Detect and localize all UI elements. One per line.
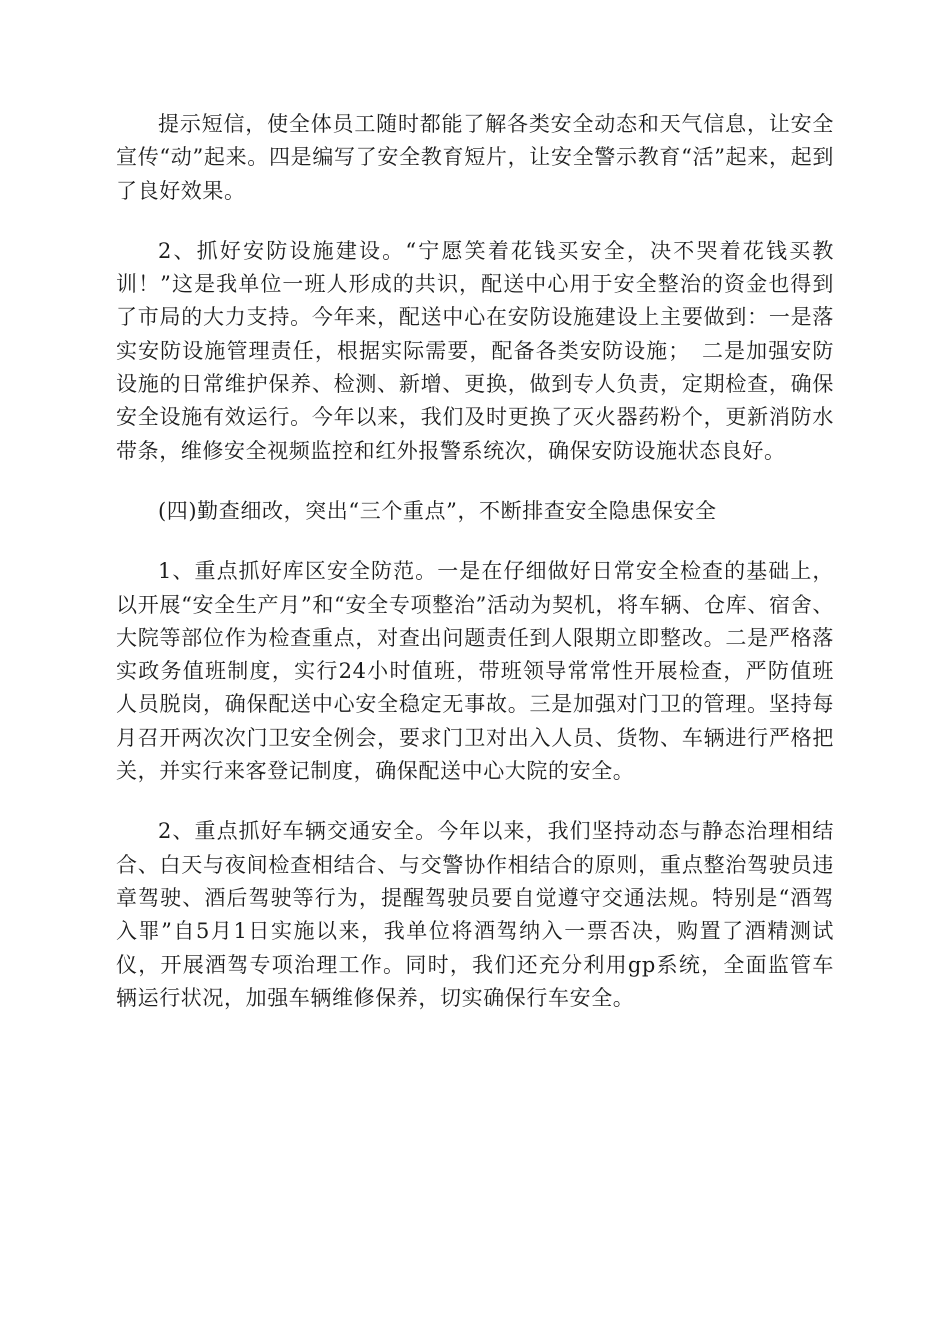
- paragraph-vehicle-safety: 2、重点抓好车辆交通安全。今年以来，我们坚持动态与静态治理相结合、白天与夜间检查相结合、与交警协作相结合的原则，重点整治驾驶员违章驾驶、酒后驾驶等行为，提醒驾驶员要自觉遵守交通法规。特别是“酒驾入罪”自5月1日实施以来，我单位将酒驾纳入一票否决，购置了酒精测试仪，开展酒驾专项治理工作。同时，我们还充分利用gp系统，全面监管车辆运行状况，加强车辆维修保养，切实确保行车安全。: [116, 819, 834, 1010]
- document-page: [116, 108, 834, 1015]
- paragraph-gap: [116, 528, 834, 555]
- paragraph-gap: [116, 208, 834, 235]
- paragraph-security-facilities: 2、抓好安防设施建设。“宁愿笑着花钱买安全，决不哭着花钱买教训！”这是我单位一班人形成的共识，配送中心用于安全整治的资金也得到了市局的大力支持。今年来，配送中心在安防设施建设上主要做到：一是落实安防设施管理责任，根据实际需要，配备各类安防设施； 二是加强安防设施的日常维护保养、检测、新增、更换，做到专人负责，定期检查，确保安全设施有效运行。今年以来，我们及时更换了灭火器药粉个，更新消防水带条，维修安全视频监控和红外报警系统次，确保安防设施状态良好。: [116, 238, 834, 463]
- paragraph-warehouse-security: 1、重点抓好库区安全防范。一是在仔细做好日常安全检查的基础上，以开展“安全生产月”和“安全专项整治”活动为契机，将车辆、仓库、宿舍、大院等部位作为检查重点，对查出问题责任到人限期立即整改。二是严格落实政务值班制度，实行24小时值班，带班领导常常性开展检查，严防值班人员脱岗，确保配送中心安全稳定无事故。三是加强对门卫的管理。坚持每月召开两次次门卫安全例会，要求门卫对出入人员、货物、车辆进行严格把关，并实行来客登记制度，确保配送中心大院的安全。: [116, 559, 834, 784]
- paragraph-gap: [116, 788, 834, 815]
- section-heading-four: (四)勤查细改，突出“三个重点”，不断排查安全隐患保安全: [158, 498, 717, 523]
- paragraph-security-publicity: 提示短信，使全体员工随时都能了解各类安全动态和天气信息，让安全宣传“动”起来。四是编写了安全教育短片，让安全警示教育“活”起来，起到了良好效果。: [116, 112, 834, 203]
- paragraph-gap: [116, 468, 834, 495]
